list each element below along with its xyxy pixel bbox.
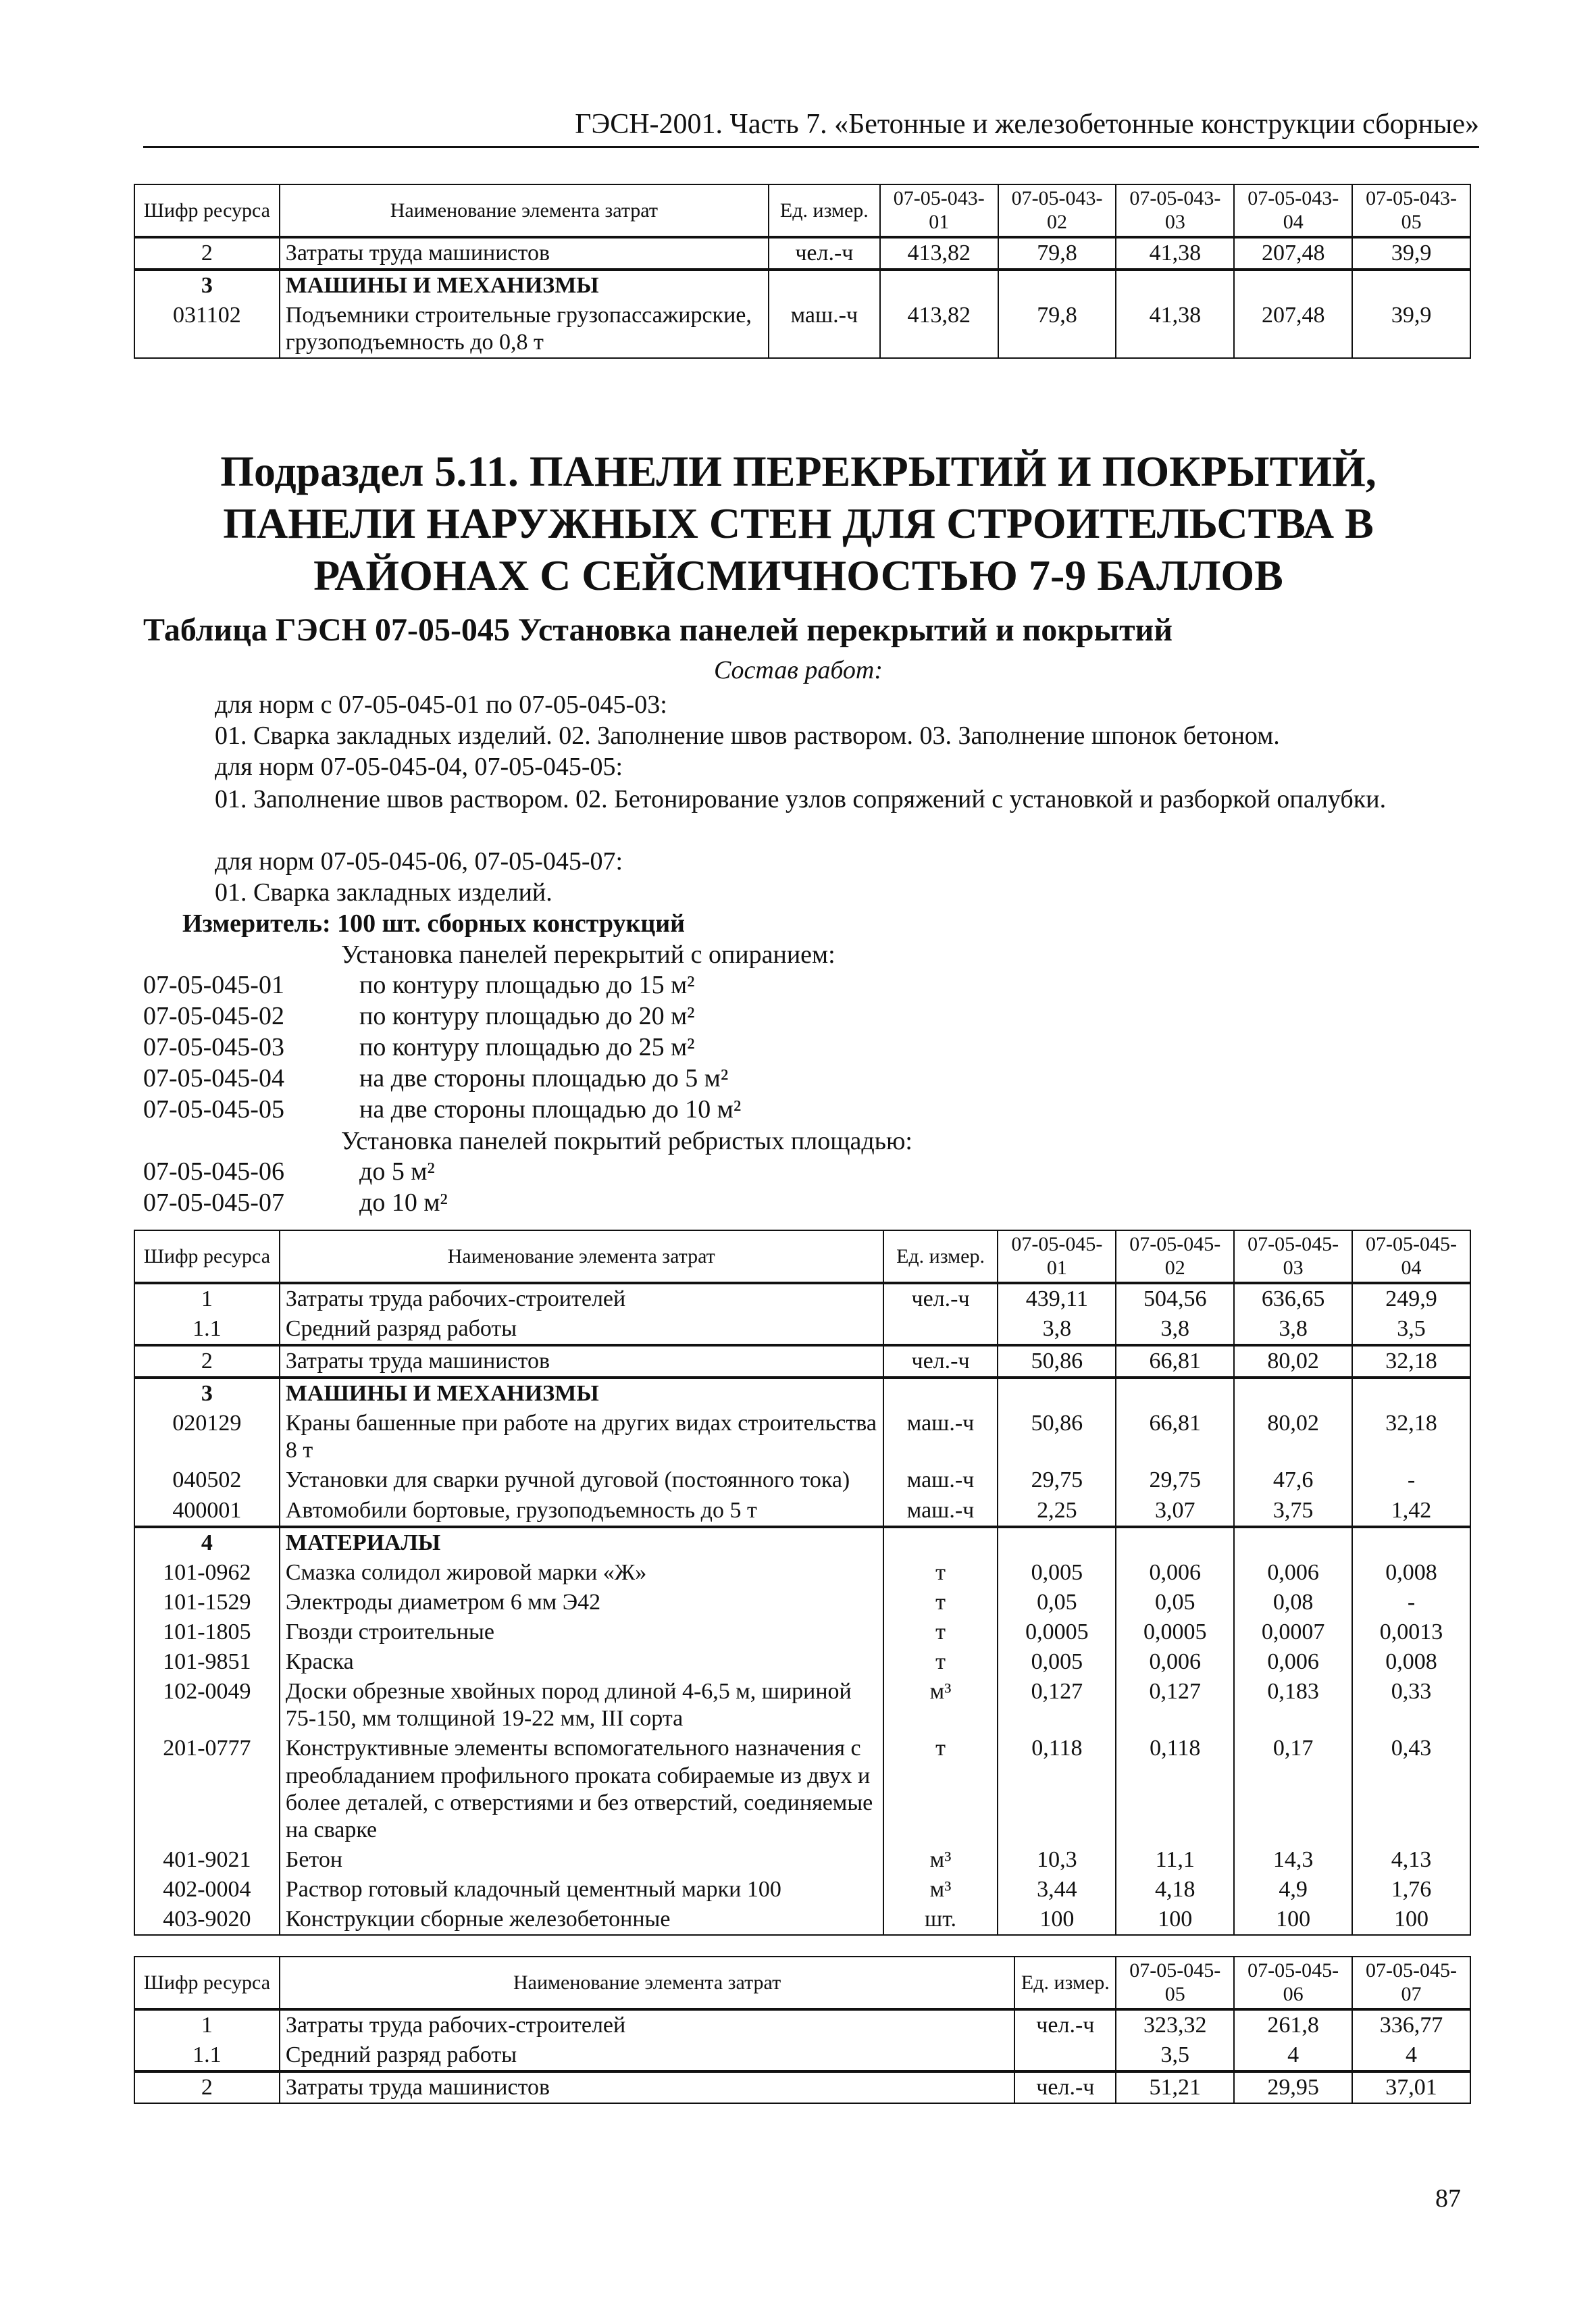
resource-value: 3,5	[1116, 2040, 1234, 2071]
norm-text: на две стороны площадью до 5 м²	[359, 1064, 729, 1092]
resource-unit: т	[883, 1588, 998, 1617]
norm-text: до 10 м²	[359, 1188, 448, 1217]
resource-code: 401-9021	[134, 1845, 280, 1875]
resource-name: Затраты труда машинистов	[280, 237, 769, 270]
norm-item	[143, 1188, 448, 1217]
resource-code: 102-0049	[134, 1677, 280, 1734]
resource-value	[1352, 1527, 1470, 1558]
resource-code: 020129	[134, 1409, 280, 1465]
composition-line: 01. Сварка закладных изделий.	[215, 878, 552, 907]
resource-value: -	[1352, 1588, 1470, 1617]
resource-value: 80,02	[1234, 1409, 1352, 1465]
column-header-norm: 07-05-045-05	[1116, 1957, 1234, 2009]
resource-value	[1234, 1378, 1352, 1409]
resource-name: Подъемники строительные грузопассажирские, грузоподъемность до 0,8 т	[280, 301, 769, 358]
column-header-norm: 07-05-045-02	[1116, 1230, 1234, 1283]
resource-name: Бетон	[280, 1845, 883, 1875]
table-row	[134, 1677, 1470, 1734]
resource-name: МАШИНЫ И МЕХАНИЗМЫ	[280, 270, 769, 301]
norm-item	[143, 1032, 695, 1062]
resource-name: Затраты труда машинистов	[280, 1345, 883, 1378]
resource-code: 031102	[134, 301, 280, 358]
resource-code: 403-9020	[134, 1905, 280, 1935]
norm-text: по контуру площадью до 20 м²	[359, 1002, 695, 1030]
table-row	[134, 1558, 1470, 1588]
section-row	[134, 1378, 1470, 1409]
table-row	[134, 2009, 1470, 2040]
resource-value: 4	[1352, 2040, 1470, 2071]
composition-line: 01. Сварка закладных изделий. 02. Заполнение швов раствором. 03. Заполнение шпонок бетоном.	[215, 722, 1280, 750]
section-title: Подраздел 5.11. ПАНЕЛИ ПЕРЕКРЫТИЙ И ПОКРЫТИЙ, ПАНЕЛИ НАРУЖНЫХ СТЕН ДЛЯ СТРОИТЕЛЬСТВА В РАЙОНАХ С СЕЙСМИЧНОСТЬЮ 7-9 БАЛЛОВ	[220, 447, 1376, 599]
column-header-name: Наименование элемента затрат	[280, 184, 769, 237]
composition-line: 01. Заполнение швов раствором. 02. Бетонирование узлов сопряжений с установкой и разборкой опалубки.	[215, 785, 1387, 813]
resource-unit: т	[883, 1647, 998, 1677]
table-row	[134, 2071, 1470, 2103]
resource-value: 413,82	[880, 301, 998, 358]
resource-unit: маш.-ч	[883, 1496, 998, 1527]
resource-value: 0,0005	[1116, 1617, 1234, 1647]
resource-value: 14,3	[1234, 1845, 1352, 1875]
resource-code: 040502	[134, 1465, 280, 1495]
resource-value: 100	[1352, 1905, 1470, 1935]
resource-value: 249,9	[1352, 1283, 1470, 1314]
resource-value: 0,05	[1116, 1588, 1234, 1617]
resource-table-045-part1	[134, 1230, 1471, 1936]
resource-value: 3,07	[1116, 1496, 1234, 1527]
resource-value: 0,006	[1116, 1558, 1234, 1588]
norm-item	[143, 970, 695, 1000]
resource-value: 39,9	[1352, 301, 1470, 358]
table-header-row	[134, 1230, 1470, 1283]
resource-code: 101-0962	[134, 1558, 280, 1588]
resource-value: 2,25	[998, 1496, 1116, 1527]
resource-table-045-part2	[134, 1956, 1471, 2104]
column-header-unit: Ед. измер.	[883, 1230, 998, 1283]
resource-unit	[883, 1527, 998, 1558]
resource-value: 0,43	[1352, 1734, 1470, 1844]
norm-item	[143, 1157, 435, 1186]
resource-value: 11,1	[1116, 1845, 1234, 1875]
resource-value	[998, 270, 1116, 301]
resource-value: 207,48	[1234, 237, 1352, 270]
norm-code: 07-05-045-03	[143, 1033, 284, 1061]
resource-code: 3	[134, 270, 280, 301]
column-header-norm: 07-05-045-06	[1234, 1957, 1352, 2009]
resource-unit: чел.-ч	[883, 1283, 998, 1314]
resource-name: МАШИНЫ И МЕХАНИЗМЫ	[280, 1378, 883, 1409]
resource-value: 0,118	[1116, 1734, 1234, 1844]
resource-unit: чел.-ч	[1014, 2071, 1116, 2103]
resource-value	[1352, 1378, 1470, 1409]
resource-value: 636,65	[1234, 1283, 1352, 1314]
resource-unit: маш.-ч	[883, 1465, 998, 1495]
resource-unit	[883, 1378, 998, 1409]
resource-value: 3,44	[998, 1875, 1116, 1905]
resource-value: 10,3	[998, 1845, 1116, 1875]
resource-value: 0,008	[1352, 1647, 1470, 1677]
resource-value: 4,13	[1352, 1845, 1470, 1875]
resource-name: Раствор готовый кладочный цементный марки 100	[280, 1875, 883, 1905]
resource-value: 51,21	[1116, 2071, 1234, 2103]
column-header-name: Наименование элемента затрат	[280, 1957, 1015, 2009]
resource-code: 1.1	[134, 2040, 280, 2071]
resource-value: 79,8	[998, 237, 1116, 270]
table-row	[134, 1617, 1470, 1647]
resource-name: Гвозди строительные	[280, 1617, 883, 1647]
resource-code: 2	[134, 1345, 280, 1378]
resource-value: 3,75	[1234, 1496, 1352, 1527]
table-row	[134, 237, 1470, 270]
resource-value: 0,006	[1234, 1558, 1352, 1588]
resource-name: Автомобили бортовые, грузоподъемность до 5 т	[280, 1496, 883, 1527]
column-header-name: Наименование элемента затрат	[280, 1230, 883, 1283]
resource-value: 37,01	[1352, 2071, 1470, 2103]
column-header-code: Шифр ресурса	[134, 184, 280, 237]
column-header-norm: 07-05-043-03	[1116, 184, 1234, 237]
norm-code: 07-05-045-05	[143, 1095, 284, 1124]
resource-name: Средний разряд работы	[280, 2040, 1015, 2071]
resource-unit: маш.-ч	[769, 301, 880, 358]
resource-value	[1352, 270, 1470, 301]
resource-code: 1.1	[134, 1314, 280, 1345]
table-row	[134, 1314, 1470, 1345]
resource-value: 3,8	[1116, 1314, 1234, 1345]
table-row	[134, 1345, 1470, 1378]
norm-code: 07-05-045-01	[143, 971, 284, 999]
resource-value	[1116, 1527, 1234, 1558]
column-header-unit: Ед. измер.	[769, 184, 880, 237]
resource-unit	[1014, 2040, 1116, 2071]
resource-value: 0,008	[1352, 1558, 1470, 1588]
page-header: ГЭСН-2001. Часть 7. «Бетонные и железобетонные конструкции сборные»	[143, 108, 1479, 148]
norm-item	[143, 1095, 741, 1124]
section-row	[134, 270, 1470, 301]
resource-value: 0,17	[1234, 1734, 1352, 1844]
table-row	[134, 1588, 1470, 1617]
resource-value: 439,11	[998, 1283, 1116, 1314]
resource-value	[1116, 270, 1234, 301]
column-header-norm: 07-05-043-02	[998, 184, 1116, 237]
resource-value: 4	[1234, 2040, 1352, 2071]
resource-value: 207,48	[1234, 301, 1352, 358]
resource-code: 2	[134, 237, 280, 270]
resource-value	[998, 1378, 1116, 1409]
resource-name: Доски обрезные хвойных пород длиной 4-6,5 м, шириной 75-150, мм толщиной 19-22 мм, III сорта	[280, 1677, 883, 1734]
resource-name: Смазка солидол жировой марки «Ж»	[280, 1558, 883, 1588]
table-row	[134, 1283, 1470, 1314]
resource-value	[1234, 270, 1352, 301]
resource-unit: т	[883, 1558, 998, 1588]
resource-value: 100	[998, 1905, 1116, 1935]
column-header-norm: 07-05-045-03	[1234, 1230, 1352, 1283]
resource-value	[1116, 1378, 1234, 1409]
resource-value: 0,0007	[1234, 1617, 1352, 1647]
resource-value: 29,95	[1234, 2071, 1352, 2103]
table-row	[134, 1845, 1470, 1875]
norm-code: 07-05-045-02	[143, 1002, 284, 1030]
resource-value: 0,0005	[998, 1617, 1116, 1647]
resource-value: 32,18	[1352, 1409, 1470, 1465]
resource-value: 50,86	[998, 1345, 1116, 1378]
composition-line: для норм 07-05-045-04, 07-05-045-05:	[215, 753, 623, 781]
resource-value: 0,005	[998, 1558, 1116, 1588]
resource-value: 50,86	[998, 1409, 1116, 1465]
resource-value: 100	[1234, 1905, 1352, 1935]
resource-code: 402-0004	[134, 1875, 280, 1905]
table-row	[134, 1905, 1470, 1935]
column-header-norm: 07-05-045-04	[1352, 1230, 1470, 1283]
resource-code: 101-9851	[134, 1647, 280, 1677]
measurer: Измеритель: 100 шт. сборных конструкций	[182, 909, 686, 938]
resource-code: 1	[134, 2009, 280, 2040]
resource-unit: чел.-ч	[1014, 2009, 1116, 2040]
resource-value: 0,127	[998, 1677, 1116, 1734]
norm-code: 07-05-045-07	[143, 1188, 284, 1217]
resource-code: 1	[134, 1283, 280, 1314]
resource-value: 47,6	[1234, 1465, 1352, 1495]
resource-value: 0,127	[1116, 1677, 1234, 1734]
group2-title: Установка панелей покрытий ребристых площадью:	[341, 1127, 912, 1155]
resource-code: 3	[134, 1378, 280, 1409]
resource-name: Средний разряд работы	[280, 1314, 883, 1345]
resource-value: 32,18	[1352, 1345, 1470, 1378]
norm-item	[143, 1001, 695, 1031]
section-row	[134, 1527, 1470, 1558]
resource-unit: м³	[883, 1845, 998, 1875]
resource-value: 79,8	[998, 301, 1116, 358]
norm-code: 07-05-045-04	[143, 1064, 284, 1092]
composition-line: для норм с 07-05-045-01 по 07-05-045-03:	[215, 690, 667, 719]
norm-item	[143, 1063, 728, 1093]
resource-name: Установки для сварки ручной дуговой (постоянного тока)	[280, 1465, 883, 1495]
resource-table-043	[134, 184, 1471, 359]
resource-name: Электроды диаметром 6 мм Э42	[280, 1588, 883, 1617]
resource-unit: т	[883, 1617, 998, 1647]
resource-value: 0,118	[998, 1734, 1116, 1844]
column-header-norm: 07-05-043-04	[1234, 184, 1352, 237]
resource-unit: м³	[883, 1875, 998, 1905]
resource-value: 323,32	[1116, 2009, 1234, 2040]
table-row	[134, 1647, 1470, 1677]
resource-value: 3,8	[998, 1314, 1116, 1345]
column-header-norm: 07-05-045-01	[998, 1230, 1116, 1283]
resource-unit: т	[883, 1734, 998, 1844]
resource-value: 39,9	[1352, 237, 1470, 270]
norm-text: на две стороны площадью до 10 м²	[359, 1095, 742, 1124]
group1-title: Установка панелей перекрытий с опиранием:	[341, 940, 835, 969]
resource-value: 1,76	[1352, 1875, 1470, 1905]
column-header-norm: 07-05-043-05	[1352, 184, 1470, 237]
table-row	[134, 301, 1470, 358]
table-row	[134, 1496, 1470, 1527]
resource-value: 41,38	[1116, 237, 1234, 270]
column-header-code: Шифр ресурса	[134, 1957, 280, 2009]
column-header-norm: 07-05-045-07	[1352, 1957, 1470, 2009]
resource-value: 413,82	[880, 237, 998, 270]
resource-value: 100	[1116, 1905, 1234, 1935]
resource-value	[880, 270, 998, 301]
resource-code: 2	[134, 2071, 280, 2103]
composition-line: для норм 07-05-045-06, 07-05-045-07:	[215, 847, 623, 876]
resource-code: 101-1529	[134, 1588, 280, 1617]
resource-value: 261,8	[1234, 2009, 1352, 2040]
table-row	[134, 1875, 1470, 1905]
resource-value: 1,42	[1352, 1496, 1470, 1527]
resource-name: Затраты труда рабочих-строителей	[280, 1283, 883, 1314]
composition-label: Состав работ:	[713, 656, 883, 684]
resource-unit: маш.-ч	[883, 1409, 998, 1465]
resource-name: Конструкции сборные железобетонные	[280, 1905, 883, 1935]
column-header-norm: 07-05-043-01	[880, 184, 998, 237]
resource-value: 0,08	[1234, 1588, 1352, 1617]
resource-name: Краска	[280, 1647, 883, 1677]
norm-code: 07-05-045-06	[143, 1157, 284, 1186]
resource-value: 504,56	[1116, 1283, 1234, 1314]
resource-value: 3,8	[1234, 1314, 1352, 1345]
resource-name: Конструктивные элементы вспомогательного назначения с преобладанием профильного проката собираемые из двух и более деталей, с отверстиями и без отверстий, соединяемые на сварке	[280, 1734, 883, 1844]
resource-value: 29,75	[1116, 1465, 1234, 1495]
resource-unit: шт.	[883, 1905, 998, 1935]
table-row	[134, 1409, 1470, 1465]
norm-text: по контуру площадью до 25 м²	[359, 1033, 695, 1061]
resource-unit	[883, 1314, 998, 1345]
resource-code: 400001	[134, 1496, 280, 1527]
resource-value: 0,006	[1234, 1647, 1352, 1677]
norm-text: до 5 м²	[359, 1157, 435, 1186]
resource-value	[1234, 1527, 1352, 1558]
resource-value: 66,81	[1116, 1345, 1234, 1378]
table-heading: Таблица ГЭСН 07-05-045 Установка панелей перекрытий и покрытий	[143, 612, 1173, 648]
resource-unit: чел.-ч	[883, 1345, 998, 1378]
table-row	[134, 2040, 1470, 2071]
resource-code: 101-1805	[134, 1617, 280, 1647]
resource-value: 0,33	[1352, 1677, 1470, 1734]
resource-value: 4,18	[1116, 1875, 1234, 1905]
resource-code: 201-0777	[134, 1734, 280, 1844]
resource-value: 336,77	[1352, 2009, 1470, 2040]
resource-unit	[769, 270, 880, 301]
page-number: 87	[1435, 2184, 1461, 2213]
resource-name: Затраты труда рабочих-строителей	[280, 2009, 1015, 2040]
resource-unit: чел.-ч	[769, 237, 880, 270]
resource-value: -	[1352, 1465, 1470, 1495]
table-row	[134, 1465, 1470, 1495]
norm-text: по контуру площадью до 15 м²	[359, 971, 695, 999]
resource-value: 0,006	[1116, 1647, 1234, 1677]
table-row	[134, 1734, 1470, 1844]
column-header-code: Шифр ресурса	[134, 1230, 280, 1283]
resource-value: 0,183	[1234, 1677, 1352, 1734]
resource-value	[998, 1527, 1116, 1558]
resource-value: 66,81	[1116, 1409, 1234, 1465]
resource-name: Затраты труда машинистов	[280, 2071, 1015, 2103]
resource-value: 0,0013	[1352, 1617, 1470, 1647]
resource-value: 0,005	[998, 1647, 1116, 1677]
resource-name: Краны башенные при работе на других видах строительства 8 т	[280, 1409, 883, 1465]
table-header-row	[134, 1957, 1470, 2009]
resource-value: 80,02	[1234, 1345, 1352, 1378]
resource-code: 4	[134, 1527, 280, 1558]
resource-name: МАТЕРИАЛЫ	[280, 1527, 883, 1558]
resource-value: 29,75	[998, 1465, 1116, 1495]
table-header-row	[134, 184, 1470, 237]
resource-value: 4,9	[1234, 1875, 1352, 1905]
column-header-unit: Ед. измер.	[1014, 1957, 1116, 2009]
resource-value: 0,05	[998, 1588, 1116, 1617]
resource-value: 41,38	[1116, 301, 1234, 358]
resource-unit: м³	[883, 1677, 998, 1734]
resource-value: 3,5	[1352, 1314, 1470, 1345]
